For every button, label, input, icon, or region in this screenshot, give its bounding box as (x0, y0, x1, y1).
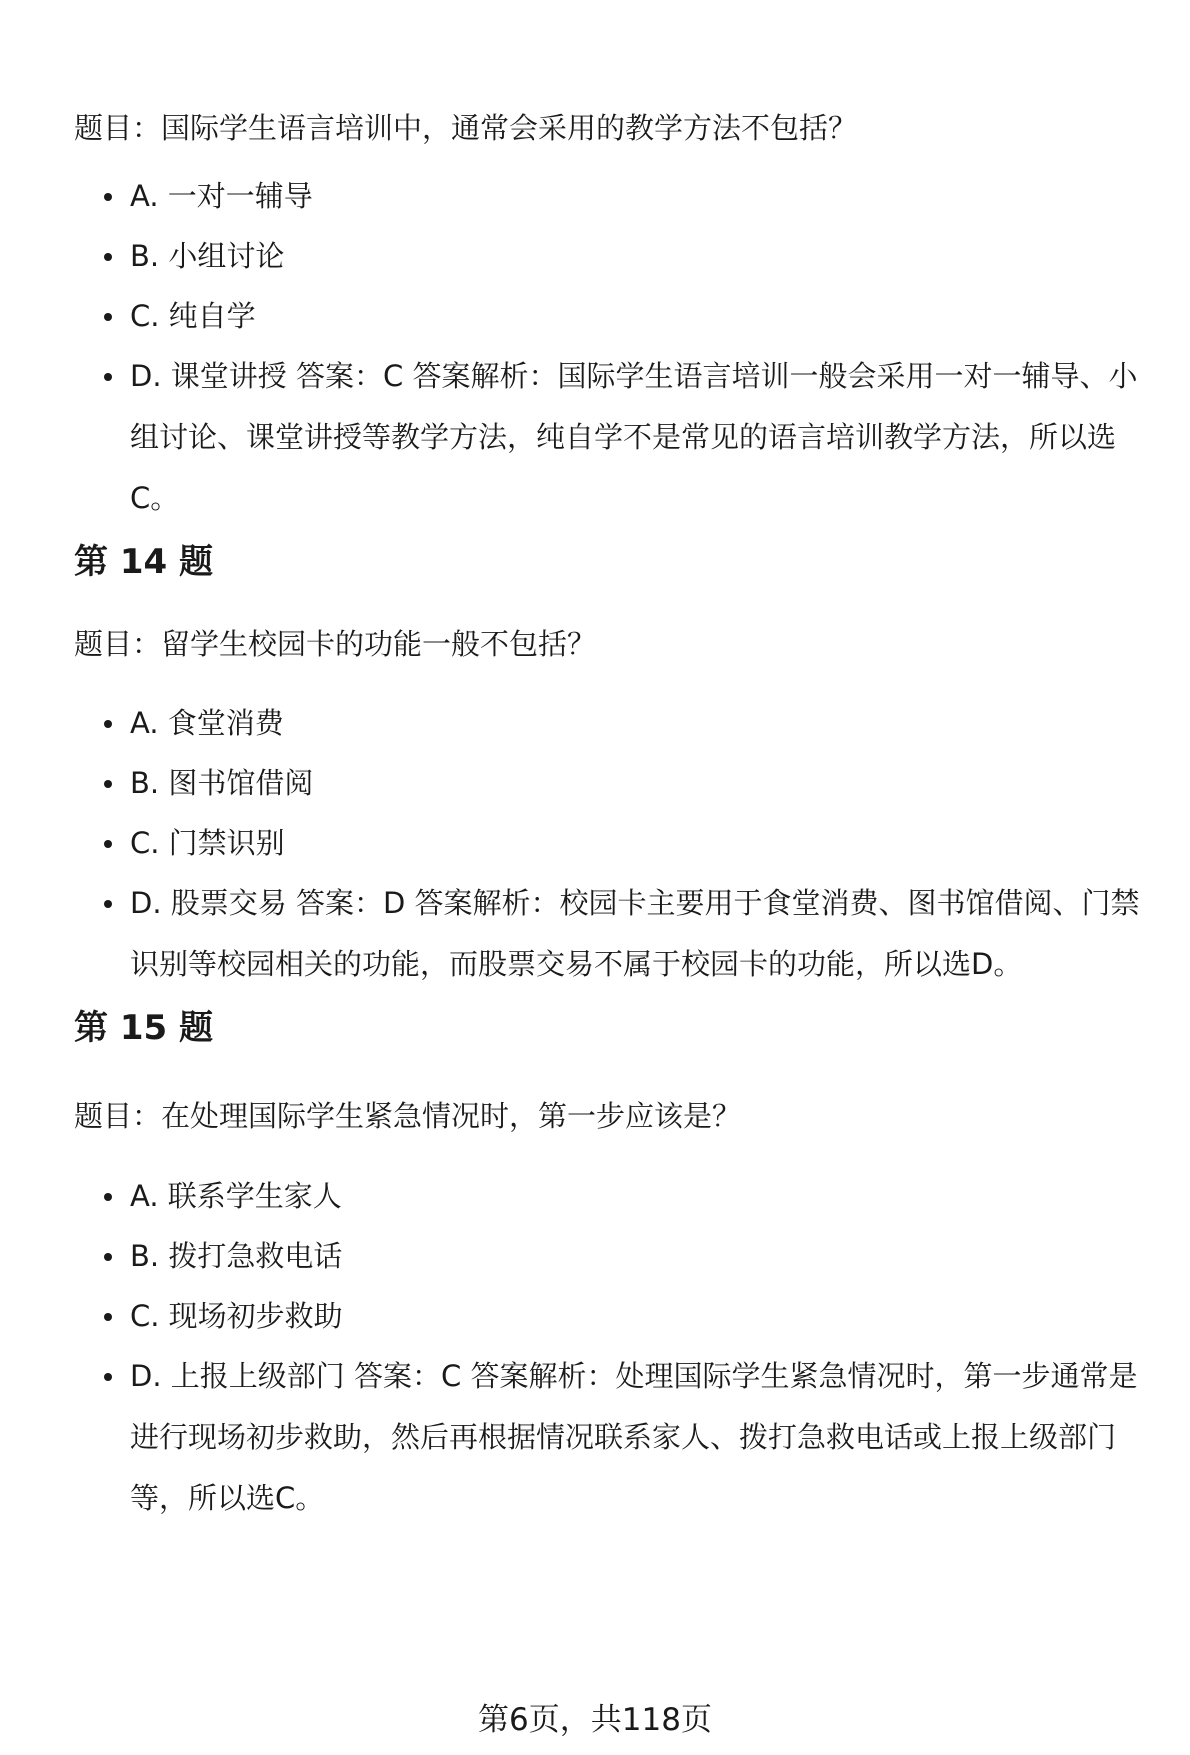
option-a: A. 联系学生家人 (0, 1176, 1190, 1216)
bullet-icon (104, 1253, 112, 1261)
bullet-icon (104, 840, 112, 848)
page-number-footer: 第6页，共118页 (478, 1702, 712, 1738)
option-b: B. 图书馆借阅 (0, 763, 1190, 803)
option-a: A. 一对一辅导 (0, 176, 1190, 216)
question-15-heading: 第 15 题 (74, 1008, 213, 1048)
option-c: C. 门禁识别 (0, 823, 1190, 863)
option-c: C. 现场初步救助 (0, 1296, 1190, 1336)
question-14-stem: 题目：留学生校园卡的功能一般不包括？ (74, 627, 597, 661)
option-c: C. 纯自学 (0, 296, 1190, 336)
question-13-options (0, 176, 1190, 549)
option-b: B. 拨打急救电话 (0, 1236, 1190, 1276)
option-d-with-answer: D. 股票交易 答案：D 答案解析：校园卡主要用于食堂消费、图书馆借阅、门禁识别等校园相关的功能，而股票交易不属于校园卡的功能，所以选D。 (0, 873, 1190, 995)
bullet-icon (104, 193, 112, 201)
bullet-icon (104, 313, 112, 321)
bullet-icon (104, 253, 112, 261)
bullet-icon (104, 780, 112, 788)
question-13-stem: 题目：国际学生语言培训中，通常会采用的教学方法不包括？ (74, 111, 858, 145)
bullet-icon (104, 1373, 112, 1381)
question-14-heading: 第 14 题 (74, 542, 213, 582)
bullet-icon (104, 720, 112, 728)
option-a: A. 食堂消费 (0, 703, 1190, 743)
question-15-stem: 题目：在处理国际学生紧急情况时，第一步应该是？ (74, 1099, 742, 1133)
bullet-icon (104, 373, 112, 381)
bullet-icon (104, 1313, 112, 1321)
bullet-icon (104, 900, 112, 908)
question-14-options (0, 703, 1190, 1015)
bullet-icon (104, 1193, 112, 1201)
option-d-with-answer: D. 课堂讲授 答案：C 答案解析：国际学生语言培训一般会采用一对一辅导、小组讨论、课堂讲授等教学方法，纯自学不是常见的语言培训教学方法，所以选C。 (0, 346, 1190, 529)
option-b: B. 小组讨论 (0, 236, 1190, 276)
question-15-options (0, 1176, 1190, 1549)
option-d-with-answer: D. 上报上级部门 答案：C 答案解析：处理国际学生紧急情况时，第一步通常是进行现场初步救助，然后再根据情况联系家人、拨打急救电话或上报上级部门等，所以选C。 (0, 1346, 1190, 1529)
